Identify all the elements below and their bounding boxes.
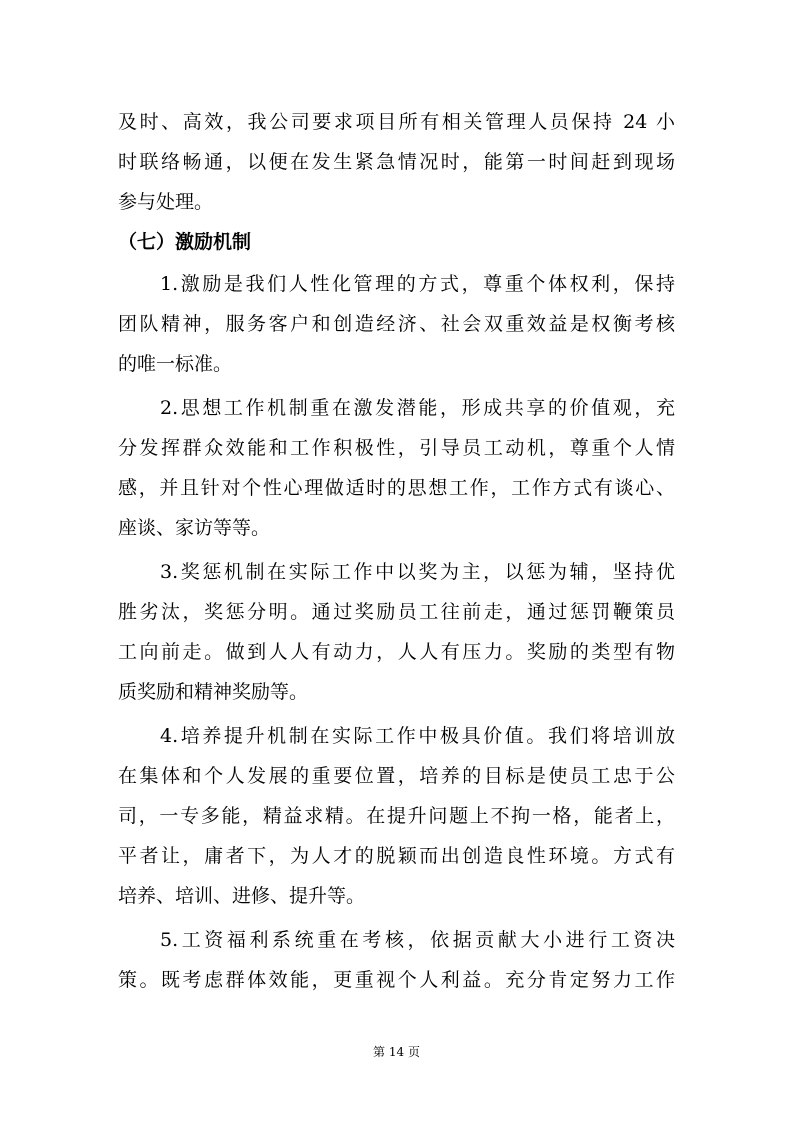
body-line: 5.工资福利系统重在考核，依据贡献大小进行工资决 bbox=[160, 929, 675, 951]
body-line: 的唯一标准。 bbox=[118, 353, 233, 375]
body-line: 参与处理。 bbox=[118, 191, 214, 213]
section-heading: （七）激励机制 bbox=[118, 231, 252, 253]
body-line: 时联络畅通，以便在发生紧急情况时，能第一时间赶到现场 bbox=[118, 151, 675, 173]
body-line: 策。既考虑群体效能，更重视个人利益。充分肯定努力工作 bbox=[118, 969, 675, 991]
body-line: 座谈、家访等等。 bbox=[118, 517, 271, 539]
body-line: 分发挥群众效能和工作积极性，引导员工动机，尊重个人情 bbox=[118, 437, 675, 459]
body-line: 4.培养提升机制在实际工作中极具价值。我们将培训放 bbox=[160, 725, 675, 747]
body-line: 工向前走。做到人人有动力，人人有压力。奖励的类型有物 bbox=[118, 641, 675, 663]
body-line: 胜劣汰，奖惩分明。通过奖励员工往前走，通过惩罚鞭策员 bbox=[118, 601, 675, 623]
page-number: 第 14 页 bbox=[373, 1045, 420, 1059]
body-line: 3.奖惩机制在实际工作中以奖为主，以惩为辅，坚持优 bbox=[160, 561, 675, 583]
body-line: 质奖励和精神奖励等。 bbox=[118, 681, 309, 703]
body-line: 培养、培训、进修、提升等。 bbox=[118, 885, 366, 907]
body-line: 感，并且针对个性心理做适时的思想工作，工作方式有谈心、 bbox=[118, 477, 675, 499]
body-line: 2.思想工作机制重在激发潜能，形成共享的价值观，充 bbox=[160, 397, 675, 419]
body-line: 1.激励是我们人性化管理的方式，尊重个体权利，保持 bbox=[160, 273, 675, 295]
body-line: 平者让，庸者下，为人才的脱颖而出创造良性环境。方式有 bbox=[118, 845, 675, 867]
body-line: 司，一专多能，精益求精。在提升问题上不拘一格，能者上， bbox=[118, 805, 675, 827]
body-line: 在集体和个人发展的重要位置，培养的目标是使员工忠于公 bbox=[118, 765, 675, 787]
body-line: 及时、高效，我公司要求项目所有相关管理人员保持 24 小 bbox=[118, 111, 675, 133]
body-line: 团队精神，服务客户和创造经济、社会双重效益是权衡考核 bbox=[118, 313, 675, 335]
